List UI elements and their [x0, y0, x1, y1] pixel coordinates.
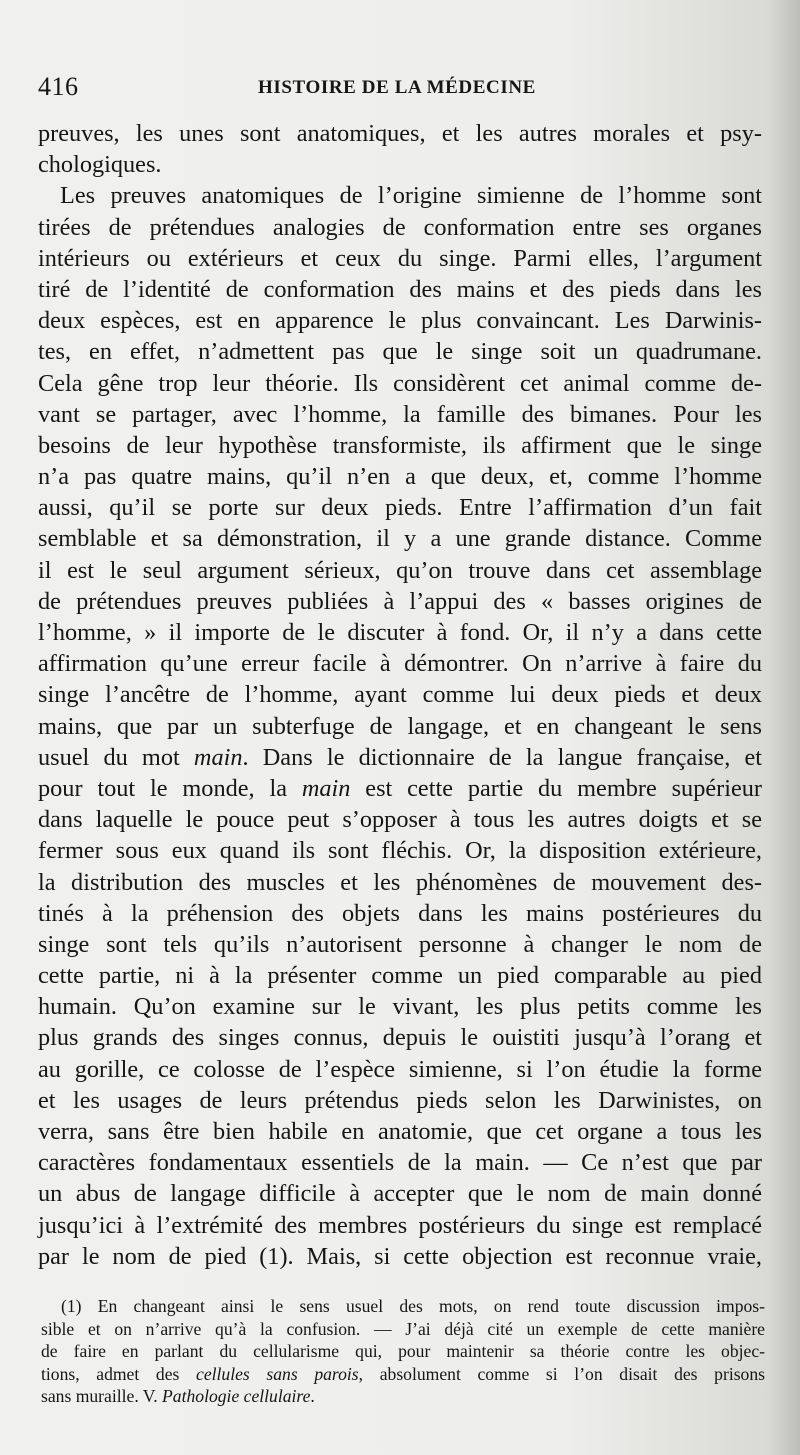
italic-word: main [301, 774, 351, 802]
text-line: il est le seul argument sérieux, qu’on trouve dans cet assemblage [38, 556, 762, 584]
footnote-line: (1) En changeant ainsi le sens usuel des mots, on rend toute discussion impos- [61, 1296, 765, 1316]
text-fragment: , absolument comme si l’on disait des prisons [358, 1363, 766, 1384]
footnote-line [41, 1385, 765, 1408]
text-line: de prétendues preuves publiées à l’appui des « basses origines de [38, 587, 762, 615]
text-line: aussi, qu’il se porte sur deux pieds. Entre l’affirmation d’un fait [38, 494, 762, 522]
footnote-line: de faire en parlant du cellularisme qui, pour maintenir sa théorie contre les objec- [41, 1341, 765, 1362]
text-fragment: pour tout le monde, la [38, 774, 302, 802]
text-line: humain. Qu’on examine sur le vivant, les plus petits comme les [38, 993, 762, 1021]
text-line: plus grands des singes connus, depuis le ouistiti jusqu’à l’orang et [38, 1024, 762, 1052]
text-line: preuves, les unes sont anatomiques, et les autres morales et psy- [38, 120, 762, 147]
text-line: un abus de langage difficile à accepter que le nom de main donné [38, 1180, 762, 1208]
footnote-line [41, 1363, 765, 1386]
text-fragment: sans muraille. V. [41, 1386, 163, 1407]
text-line: vant se partager, avec l’homme, la famille des bimanes. Pour les [38, 400, 762, 428]
text-line: cette partie, ni à la présenter comme un pied comparable au pied [38, 962, 762, 990]
text-line: Les preuves anatomiques de l’origine simienne de l’homme sont [60, 182, 762, 210]
text-line: affirmation qu’une erreur facile à démontrer. On n’arrive à faire du [38, 650, 762, 678]
text-line: singe l’ancêtre de l’homme, ayant comme lui deux pieds et deux [38, 681, 762, 709]
italic-phrase: Pathologie cellulaire [162, 1386, 311, 1407]
text-line: Cela gêne trop leur théorie. Ils considèrent cet animal comme de- [38, 369, 762, 397]
running-title: HISTOIRE DE LA MÉDECINE [258, 77, 536, 98]
main-text [38, 118, 762, 1272]
page-number: 416 [38, 72, 79, 101]
text-line: tinés à la préhension des objets dans les mains postérieures du [38, 899, 762, 927]
text-line: verra, sans être bien habile en anatomie, que cet organe a tous les [38, 1118, 762, 1145]
text-line: caractères fondamentaux essentiels de la main. — Ce n’est que par [38, 1149, 762, 1177]
text-line [38, 742, 762, 773]
text-fragment: tions, admet des [41, 1363, 197, 1384]
text-line: par le nom de pied (1). Mais, si cette objection est reconnue vraie, [38, 1242, 762, 1270]
text-line: tes, en effet, n’admettent pas que le singe soit un quadrumane. [38, 338, 762, 366]
text-line: semblable et sa démonstration, il y a une grande distance. Comme [38, 525, 762, 553]
text-fragment: . Dans le dictionnaire de la langue française, et [242, 743, 762, 771]
text-line: deux espèces, est en apparence le plus convaincant. Les Darwinis- [38, 307, 762, 335]
text-line: tiré de l’identité de conformation des mains et des pieds dans les [38, 275, 762, 303]
text-line: n’a pas quatre mains, qu’il n’en a que deux, et, comme l’homme [38, 463, 762, 491]
text-line: jusqu’ici à l’extrémité des membres postérieurs du singe est remplacé [38, 1211, 762, 1239]
italic-word: main [193, 743, 243, 771]
page-header [38, 72, 760, 106]
text-line: intérieurs ou extérieurs et ceux du singe. Parmi elles, l’argument [38, 244, 762, 272]
text-line: tirées de prétendues analogies de conformation entre ses organes [38, 213, 762, 241]
text-line [38, 773, 762, 804]
text-line: dans laquelle le pouce peut s’opposer à tous les autres doigts et se [38, 806, 762, 834]
text-fragment: . [310, 1386, 315, 1407]
text-line: chologiques. [38, 151, 162, 179]
text-line: mains, que par un subterfuge de langage, et en changeant le sens [38, 712, 762, 740]
text-line: et les usages de leurs prétendus pieds selon les Darwinistes, on [38, 1086, 762, 1114]
text-fragment: usuel du mot [38, 743, 194, 771]
text-line: la distribution des muscles et les phénomènes de mouvement des- [38, 868, 762, 896]
footnote [41, 1295, 765, 1408]
italic-phrase: cellules sans parois [196, 1363, 359, 1384]
text-line: singe sont tels qu’ils n’autorisent personne à changer le nom de [38, 930, 762, 958]
text-line: besoins de leur hypothèse transformiste, ils affirment que le singe [38, 431, 762, 459]
text-line: l’homme, » il importe de le discuter à fond. Or, il n’y a dans cette [38, 619, 762, 646]
text-line: fermer sous eux quand ils sont fléchis. Or, la disposition extérieure, [38, 837, 762, 865]
text-fragment: est cette partie du membre supérieur [350, 774, 762, 802]
footnote-line: sible et on n’arrive qu’à la confusion. — J’ai déjà cité un exemple de cette manière [41, 1318, 765, 1339]
text-line: au gorille, ce colosse de l’espèce simienne, si l’on étudie la forme [38, 1055, 762, 1083]
